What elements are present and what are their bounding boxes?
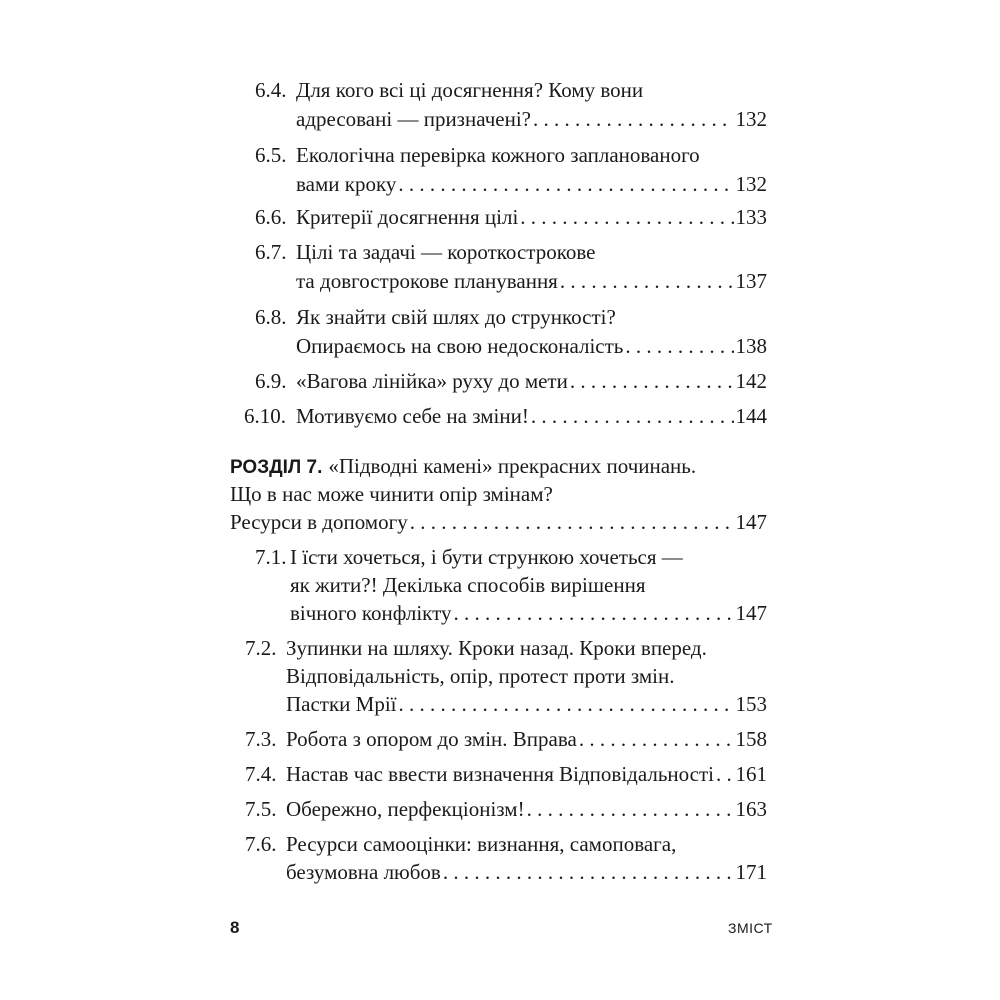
entry-title: Мотивуємо себе на зміни! <box>296 404 529 428</box>
entry-title: Пастки Мрії <box>286 692 397 716</box>
entry-number: 6.9. <box>255 369 287 393</box>
entry-number: 7.3. <box>245 727 277 751</box>
dot-leader <box>579 724 734 754</box>
toc-entry-6-8-cont <box>296 331 767 361</box>
dot-leader <box>398 169 733 199</box>
toc-entry-7-1-cont <box>290 570 767 600</box>
chapter-page: 147 <box>735 510 767 534</box>
entry-page: 133 <box>735 205 767 229</box>
toc-entry-6-8 <box>255 302 767 332</box>
entry-title: безумовна любов <box>286 860 441 884</box>
page-number: 8 <box>230 918 240 937</box>
chapter-7-heading-cont <box>230 479 767 509</box>
dot-leader <box>527 794 734 824</box>
chapter-title: «Підводні камені» прекрасних починань. <box>328 454 697 478</box>
toc-entry-7-1 <box>255 542 767 572</box>
entry-page: 171 <box>735 860 767 884</box>
entry-number: 7.6. <box>245 832 277 856</box>
toc-entry-7-2-cont2 <box>286 689 767 719</box>
toc-entry-7-6-cont <box>286 857 767 887</box>
entry-title: Зупинки на шляху. Кроки назад. Кроки вперед. <box>286 636 707 660</box>
entry-title: «Вагова лінійка» руху до мети <box>296 369 568 393</box>
entry-title: Критерії досягнення цілі <box>296 205 519 229</box>
chapter-7-heading <box>230 451 767 481</box>
entry-title: Робота з опором до змін. Вправа <box>286 727 577 751</box>
dot-leader <box>531 401 734 431</box>
entry-number: 6.8. <box>255 305 287 329</box>
entry-title: та довгострокове планування <box>296 269 558 293</box>
toc-entry-7-5 <box>245 794 767 824</box>
entry-number: 6.4. <box>255 78 287 102</box>
entry-page: 132 <box>735 172 767 196</box>
entry-title: Ресурси самооцінки: визнання, самоповага, <box>286 832 677 856</box>
chapter-label: РОЗДІЛ 7. <box>230 457 323 478</box>
entry-number: 7.5. <box>245 797 277 821</box>
entry-title: вами кроку <box>296 172 397 196</box>
entry-title: як жити?! Декілька способів вирішення <box>290 573 646 597</box>
entry-title: Екологічна перевірка кожного запланованого <box>296 143 700 167</box>
entry-page: 161 <box>735 762 767 786</box>
entry-title: Для кого всі ці досягнення? Кому вони <box>296 78 644 102</box>
entry-page: 138 <box>735 334 767 358</box>
toc-entry-6-4-cont <box>296 104 767 134</box>
entry-number: 6.7. <box>255 240 287 264</box>
dot-leader <box>560 266 734 296</box>
chapter-7-heading-cont2 <box>230 507 767 537</box>
dot-leader <box>533 104 734 134</box>
dot-leader <box>716 759 733 789</box>
toc-entry-7-1-cont2 <box>290 598 767 628</box>
entry-title: адресовані — призначені? <box>296 107 531 131</box>
chapter-title: Ресурси в допомогу <box>230 510 408 534</box>
entry-page: 163 <box>735 797 767 821</box>
dot-leader <box>410 507 734 537</box>
entry-title: Опираємось на свою недосконалість <box>296 334 624 358</box>
dot-leader <box>399 689 734 719</box>
entry-title: вічного конфлікту <box>290 601 452 625</box>
entry-number: 6.6. <box>255 205 287 229</box>
toc-entry-7-4 <box>245 759 767 789</box>
toc-entry-6-4 <box>255 75 767 105</box>
dot-leader <box>520 202 733 232</box>
entry-title: Відповідальність, опір, протест проти змін. <box>286 664 675 688</box>
entry-title: Як знайти свій шлях до стрункості? <box>296 305 616 329</box>
entry-title: І їсти хочеться, і бути стрункою хочеться — <box>290 545 683 569</box>
toc-entry-6-7-cont <box>296 266 767 296</box>
entry-number: 7.1. <box>255 545 287 569</box>
entry-page: 144 <box>735 404 767 428</box>
dot-leader <box>570 366 734 396</box>
entry-title: Обережно, перфекціонізм! <box>286 797 525 821</box>
toc-entry-6-7 <box>255 237 767 267</box>
entry-number: 7.4. <box>245 762 277 786</box>
toc-entry-7-6 <box>245 829 767 859</box>
entry-page: 132 <box>735 107 767 131</box>
dot-leader <box>443 857 734 887</box>
toc-entry-7-2 <box>245 633 767 663</box>
entry-number: 7.2. <box>245 636 277 660</box>
entry-page: 153 <box>735 692 767 716</box>
dot-leader <box>454 598 734 628</box>
toc-entry-7-2-cont <box>286 661 767 691</box>
entry-page: 147 <box>735 601 767 625</box>
entry-title: Настав час ввести визначення Відповідальності <box>286 762 715 786</box>
entry-page: 158 <box>735 727 767 751</box>
dot-leader <box>625 331 733 361</box>
toc-entry-6-5 <box>255 140 767 170</box>
entry-number: 6.10. <box>244 404 286 428</box>
running-footer-title: ЗМІСТ <box>728 920 773 936</box>
toc-entry-6-5-cont <box>296 169 767 199</box>
toc-entry-7-3 <box>245 724 767 754</box>
chapter-title: Що в нас може чинити опір змінам? <box>230 482 553 506</box>
entry-title: Цілі та задачі — короткострокове <box>296 240 596 264</box>
toc-entry-6-10 <box>244 401 767 431</box>
entry-page: 137 <box>735 269 767 293</box>
entry-page: 142 <box>735 369 767 393</box>
toc-entry-6-9 <box>255 366 767 396</box>
entry-number: 6.5. <box>255 143 287 167</box>
toc-entry-6-6 <box>255 202 767 232</box>
